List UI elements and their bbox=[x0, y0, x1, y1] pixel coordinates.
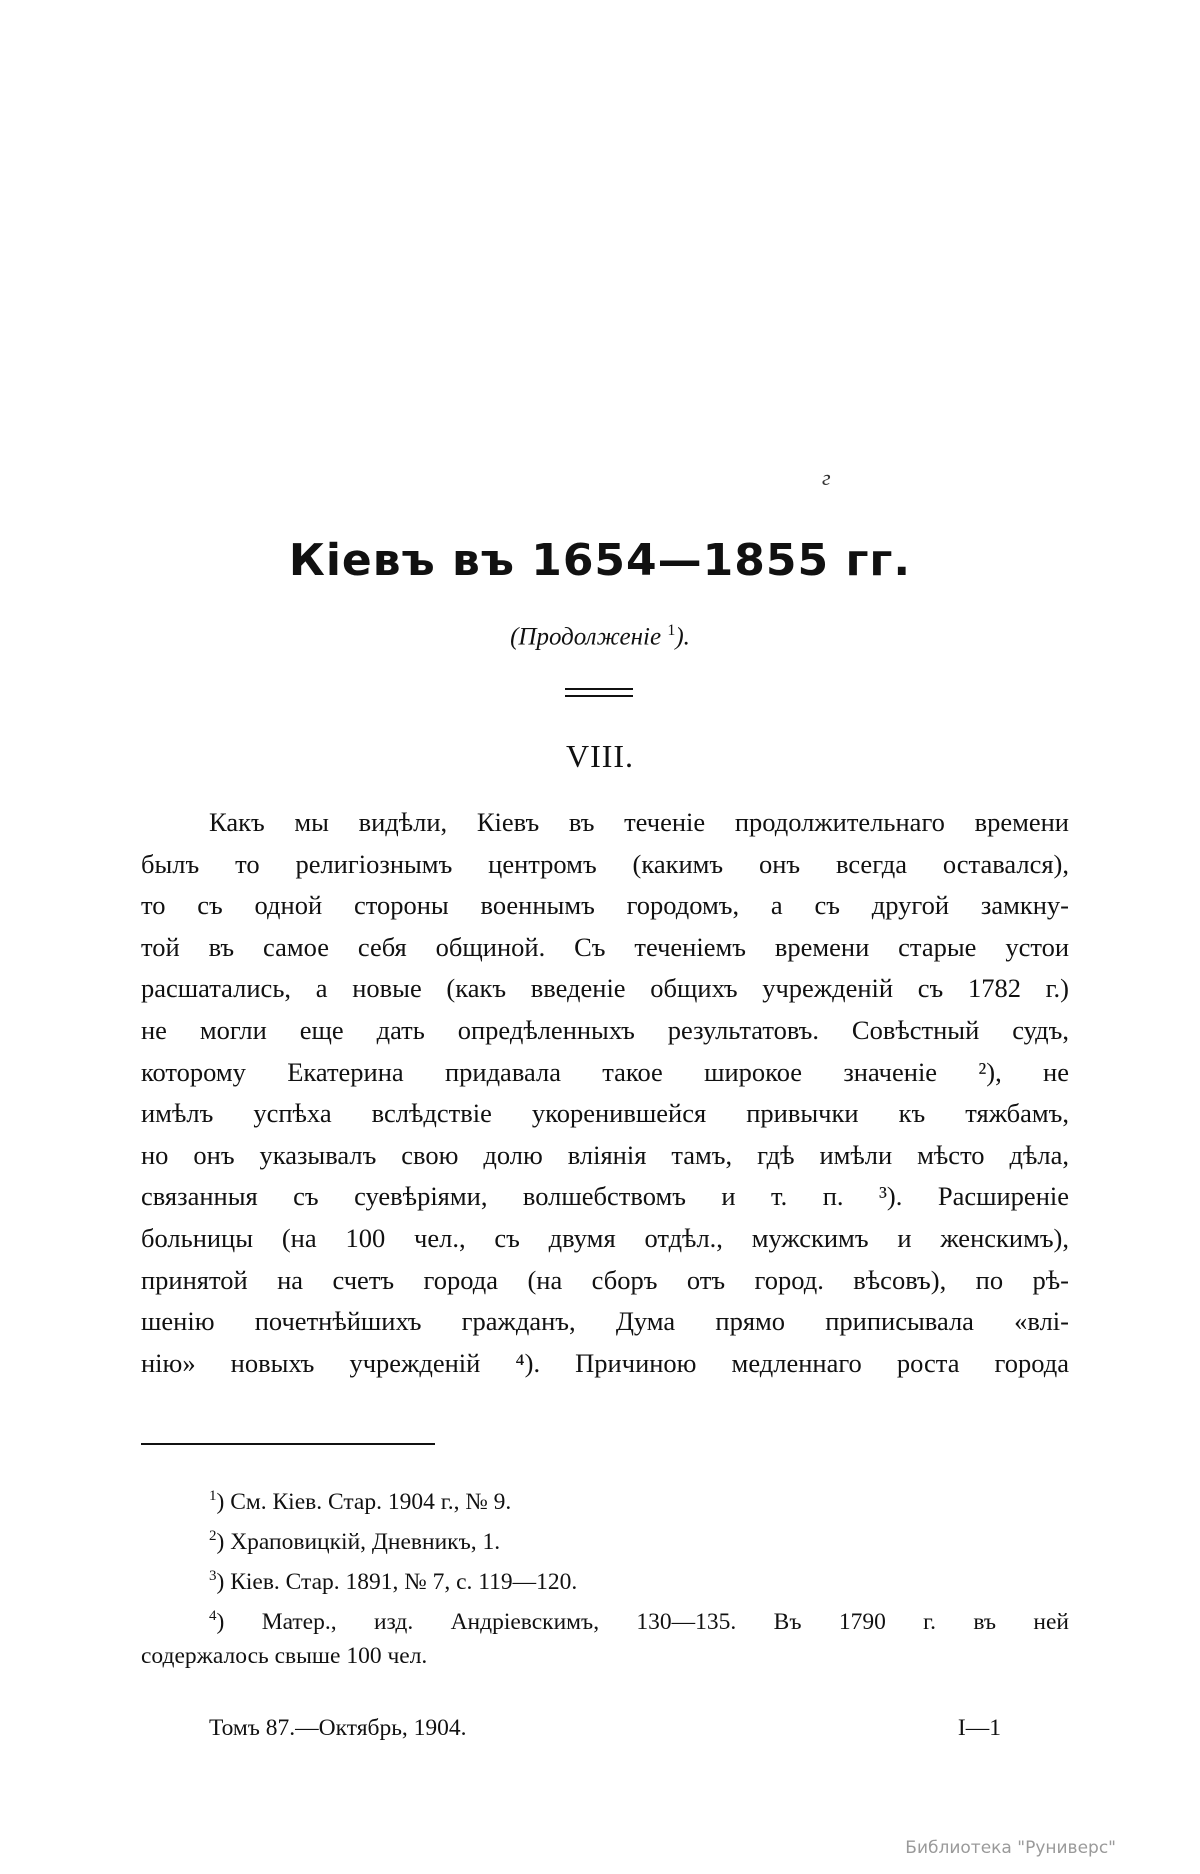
body-line: былъ то религіознымъ центромъ (какимъ онъ всегда оставался), bbox=[141, 848, 1069, 879]
footnote-3 bbox=[141, 1556, 1069, 1596]
library-watermark: Библиотека "Руниверс" bbox=[905, 1838, 1116, 1858]
footnote-4 bbox=[141, 1596, 1069, 1636]
body-line: расшатались, а новые (какъ введеніе общихъ учрежденій съ 1782 г.) bbox=[141, 973, 1069, 1004]
footnote-marker: $^3$) bbox=[209, 1568, 225, 1595]
footnote-text: Матер., изд. Андріевскимъ, 130—135. Въ 1790 г. въ ней bbox=[261, 1608, 1069, 1635]
footnote-1 bbox=[141, 1476, 1069, 1516]
body-line: принятой на счетъ города (на сборъ отъ город. вѣсовъ), по рѣ- bbox=[141, 1264, 1069, 1295]
subtitle-text: (Продолженіе bbox=[510, 623, 662, 651]
body-line: имѣлъ успѣха вслѣдствіе укоренившейся привычки къ тяжбамъ, bbox=[141, 1098, 1069, 1129]
body-line: то съ одной стороны военнымъ городомъ, а съ другой замкну- bbox=[141, 890, 1069, 921]
footnote-2 bbox=[141, 1516, 1069, 1556]
body-line: той въ самое себя общиной. Съ теченіемъ времени старые устои bbox=[141, 931, 1069, 962]
footnote-text: См. Кіев. Стар. 1904 г., № 9. bbox=[230, 1488, 512, 1515]
signature-mark: I—1 bbox=[957, 1715, 1001, 1741]
footnote-text: Кіев. Стар. 1891, № 7, с. 119—120. bbox=[230, 1568, 578, 1595]
body-line: больницы (на 100 чел., съ двумя отдѣл., мужскимъ и женскимъ), bbox=[141, 1222, 1069, 1253]
article-subtitle bbox=[0, 622, 1200, 651]
body-line: которому Екатерина придавала такое широкое значеніе ²), не bbox=[141, 1056, 1069, 1087]
body-line: нію» новыхъ учрежденій ⁴). Причиною медленнаго роста города bbox=[141, 1347, 1069, 1378]
body-text bbox=[141, 802, 1069, 1384]
footnote-marker: $^4$) bbox=[209, 1608, 225, 1635]
stray-mark: г bbox=[822, 465, 831, 490]
footnote-marker: $^1$) bbox=[209, 1488, 225, 1515]
footnote-text: Храповицкій, Дневникъ, 1. bbox=[230, 1528, 501, 1555]
body-line: Какъ мы видѣли, Кіевъ въ теченіе продолжительнаго времени bbox=[209, 807, 1069, 837]
volume-info: Томъ 87.—Октябрь, 1904. bbox=[209, 1715, 467, 1741]
article-title: Кіевъ въ 1654—1855 гг. bbox=[288, 535, 912, 586]
body-line: связанныя съ суевѣріями, волшебствомъ и т. п. ³). Расширеніе bbox=[141, 1181, 1069, 1212]
section-divider bbox=[565, 688, 633, 697]
section-number: VIII. bbox=[565, 738, 635, 774]
body-line: но онъ указывалъ свою долю вліянія тамъ, гдѣ имѣли мѣсто дѣла, bbox=[141, 1139, 1069, 1170]
body-line: не могли еще дать опредѣленныхъ результатовъ. Совѣстный судъ, bbox=[141, 1014, 1069, 1045]
body-line: шенію почетнѣйшихъ гражданъ, Дума прямо приписывала «влі- bbox=[141, 1306, 1069, 1337]
footnotes bbox=[141, 1476, 1069, 1676]
page-footer bbox=[209, 1715, 1001, 1742]
footnote-4-continuation: содержалось свыше 100 чел. bbox=[141, 1643, 428, 1669]
footnote-separator bbox=[141, 1443, 435, 1445]
footnote-marker: $^2$) bbox=[209, 1528, 225, 1555]
subtitle-close: ). bbox=[675, 623, 690, 651]
subtitle-note-ref: 1 bbox=[667, 622, 676, 639]
